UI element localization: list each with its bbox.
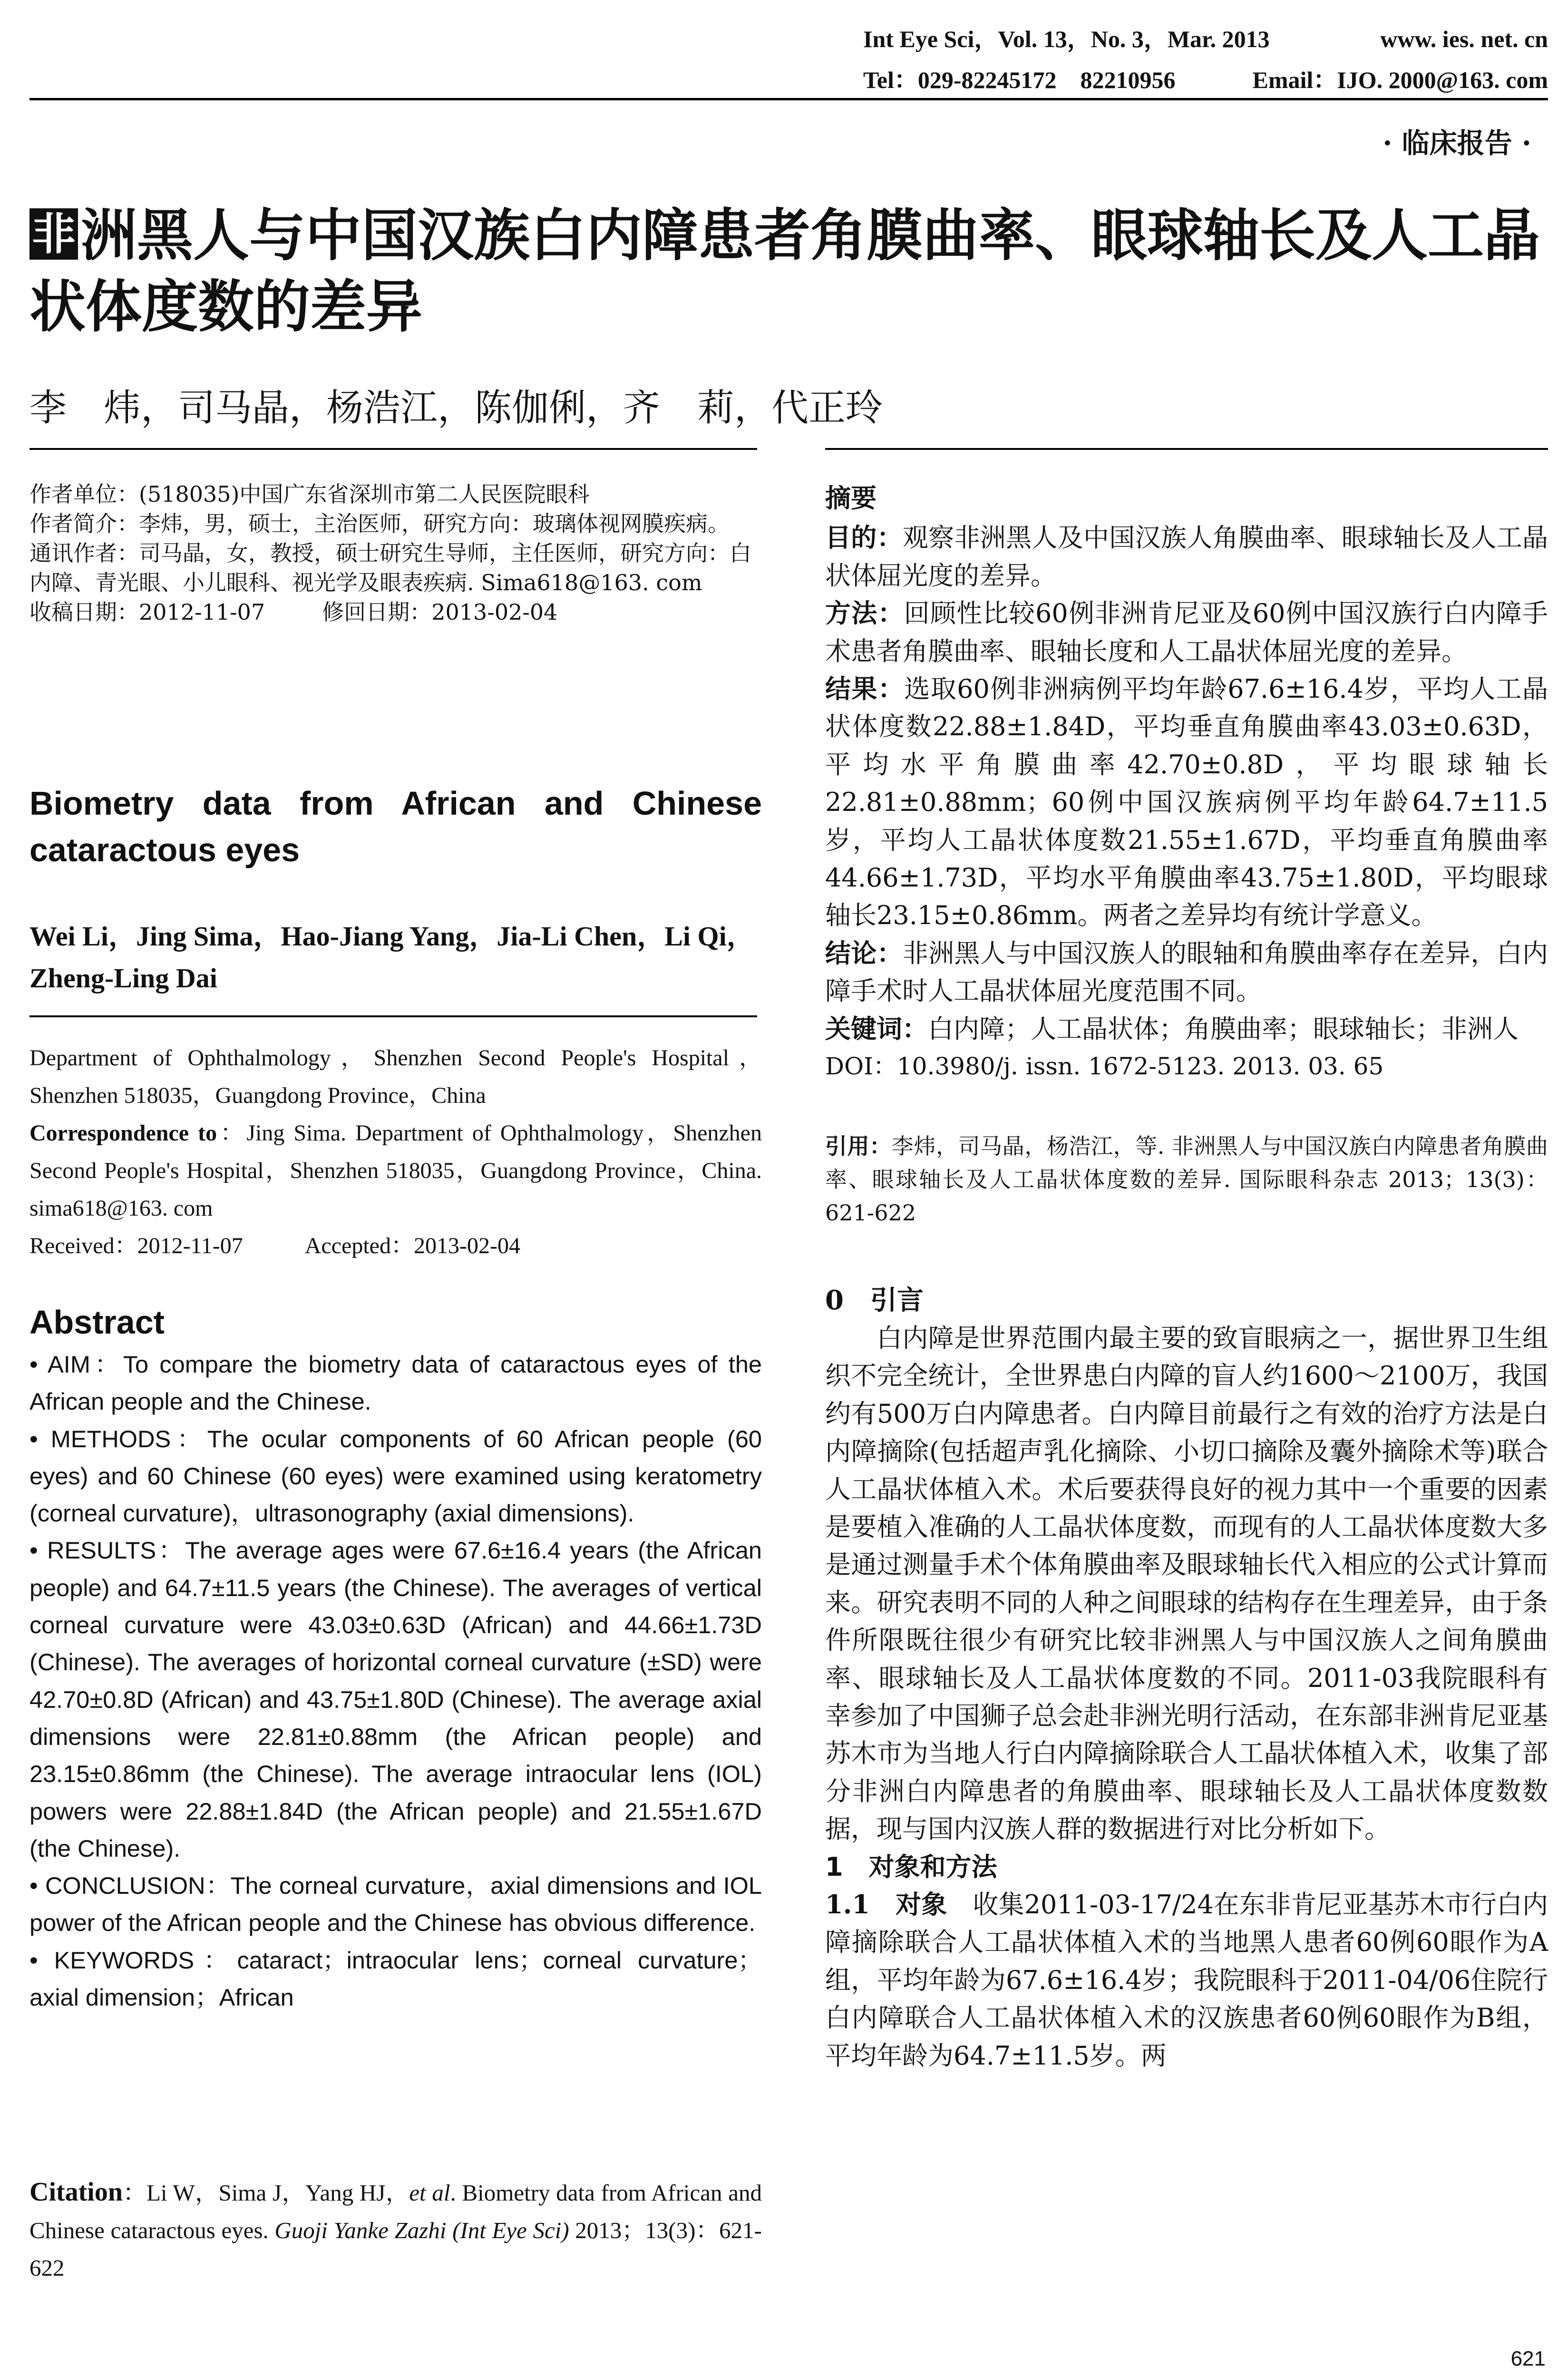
accepted-en: Accepted：2013-02-04 bbox=[304, 1233, 520, 1258]
zh-methods-text: 回顾性比较60例非洲肯尼亚及60例中国汉族行白内障手术患者角膜曲率、眼轴长度和人工晶状体屈光度的差异。 bbox=[825, 598, 1548, 666]
citation-en bbox=[29, 2173, 762, 2287]
abstract-aim: • AIM：To compare the biometry data of cataractous eyes of the African people and the Chinese. bbox=[29, 1351, 762, 1415]
citation-cn bbox=[825, 1130, 1548, 1229]
revised-date: 修回日期：2013-02-04 bbox=[322, 599, 558, 625]
citation-journal: Guoji Yanke Zazhi (Int Eye Sci) bbox=[274, 2217, 569, 2243]
methods-text: 收集2011-03-17/24在东非肯尼亚基苏木市行白内障摘除联合人工晶状体植入术的当地黑人患者60例60眼作为A组，平均年龄为67.6±16.4岁；我院眼科于2011-04/06住院行白内障联合人工晶状体植入术的汉族患者60例60眼作为B组，平均年龄为64.7±11.5岁。两 bbox=[825, 1890, 1549, 2071]
citation-etal: et al bbox=[409, 2180, 450, 2206]
zh-methods-label: 方法： bbox=[825, 598, 904, 629]
citation-label: Citation bbox=[29, 2177, 123, 2207]
dates-row bbox=[29, 597, 762, 627]
zh-methods bbox=[825, 594, 1548, 670]
correspondence-en bbox=[29, 1114, 762, 1227]
intro-paragraph: 白内障是世界范围内最主要的致盲眼病之一，据世界卫生组织不完全统计，全世界患白内障的盲人约1600～2100万，我国约有500万白内障患者。白内障目前最行之有效的治疗方法是白内障摘除(包括超声乳化摘除、小切口摘除及囊外摘除术等)联合人工晶状体植入术。术后要获得良好的视力其中一个重要的因素是要植入准确的人工晶状体度数，而现有的人工晶状体度数大多是通过测量手术个体角膜曲率及眼球轴长代入相应的公式计算而来。研究表明不同的人种之间眼球的结构存在生理差异，由于条件所限既往很少有研究比较非洲黑人与中国汉族人之间角膜曲率、眼球轴长及人工晶状体度数的不同。2011-03我院眼科有幸参加了中国狮子总会赴非洲光明行活动，在东部非洲肯尼亚基苏木市为当地人行白内障摘除联合人工晶状体植入术，收集了部分非洲白内障患者的角膜曲率、眼球轴长及人工晶状体度数数据，现与国内汉族人群的数据进行对比分析如下。 bbox=[825, 1323, 1548, 1844]
header-rule bbox=[29, 98, 1548, 100]
affiliation-text: Department of Ophthalmology，Shenzhen Second People's Hospital，Shenzhen 518035，Guangdong Province，China bbox=[29, 1045, 762, 1108]
authors-cn: 李 炜，司马晶，杨浩江，陈伽俐，齐 莉，代正玲 bbox=[29, 387, 883, 429]
methods-sub-label: 1.1 对象 bbox=[825, 1889, 947, 1919]
journal-header-line1 bbox=[863, 25, 1548, 53]
author-bio: 作者简介：李炜，男，硕士，主治医师，研究方向：玻璃体视网膜疾病。 bbox=[29, 511, 730, 536]
abstract-heading: Abstract bbox=[29, 1304, 165, 1341]
article-title-cn bbox=[29, 200, 1542, 342]
citation-text-1: ：Li W，Sima J，Yang HJ， bbox=[123, 2180, 409, 2206]
journal-website: www. ies. net. cn bbox=[1380, 26, 1548, 52]
author-unit: 作者单位：(518035)中国广东省深圳市第二人民医院眼科 bbox=[29, 481, 590, 507]
abstract-body bbox=[29, 1346, 762, 2016]
intro-heading: 0 引言 bbox=[825, 1284, 924, 1316]
citation-cn-text: 李炜，司马晶，杨浩江，等. 非洲黑人与中国汉族白内障患者角膜曲率、眼球轴长及人工晶状体度数的差异. 国际眼科杂志 2013；13(3)：621-622 bbox=[825, 1133, 1549, 1226]
received-date: 收稿日期：2012-11-07 bbox=[29, 599, 265, 625]
journal-email: Email：IJO. 2000@163. com bbox=[1252, 67, 1548, 93]
zh-conclusion-text: 非洲黑人与中国汉族人的眼轴和角膜曲率存在差异，白内障手术时人工晶状体屈光度范围不同。 bbox=[825, 938, 1548, 1006]
article-title-en: Biometry data from African and Chinese cataractous eyes bbox=[29, 785, 762, 868]
english-rule bbox=[29, 1015, 757, 1017]
zh-aim-label: 目的： bbox=[825, 522, 903, 553]
section-label: · 临床报告 · bbox=[1383, 127, 1531, 159]
citation-text-2: . Biometry data from African and Chinese cataractous eyes. bbox=[29, 2180, 762, 2243]
methods-paragraph bbox=[825, 1886, 1548, 2075]
zh-keywords bbox=[825, 1010, 1548, 1048]
abstract-methods: • METHODS：The ocular components of 60 African people (60 eyes) and 60 Chinese (60 eyes) were examined using keratometry (corneal curvature)，ultrasonography (axial dimensions). bbox=[29, 1425, 762, 1527]
citation-text-3: 2013；13(3)：621-622 bbox=[29, 2217, 762, 2281]
corresponding-author: 通讯作者：司马晶，女，教授，硕士研究生导师，主任医师，研究方向：白内障、青光眼、小儿眼科、视光学及眼表疾病. Sima618@163. com bbox=[29, 540, 751, 595]
right-column bbox=[825, 479, 1548, 2075]
page-number: 621 bbox=[1510, 2347, 1546, 2370]
correspondence-label: Correspondence to bbox=[29, 1120, 217, 1146]
citation-cn-label: 引用： bbox=[825, 1133, 892, 1159]
zh-abstract-heading: 摘要 bbox=[825, 483, 877, 513]
received-en: Received：2012-11-07 bbox=[29, 1233, 243, 1258]
journal-citation: Int Eye Sci，Vol. 13，No. 3，Mar. 2013 bbox=[863, 26, 1270, 52]
dates-row-en bbox=[29, 1227, 762, 1265]
journal-tel: Tel：029-82245172 82210956 bbox=[863, 67, 1176, 93]
abstract-results: • RESULTS：The average ages were 67.6±16.4 years (the African people) and 64.7±11.5 years (the Chinese). The averages of vertical corneal curvature were 43.03±0.63D (African) and 44.66±1.73D (Chinese). The averages of horizontal corneal curvature (±SD) were 42.70±0.8D (African) and 43.75±1.80D (Chinese). The average axial dimensions were 22.81±0.88mm (the African people) and 23.15±0.86mm (the Chinese). The average intraocular lens (IOL) powers were 22.88±1.84D (the African people) and 21.55±1.67D (the Chinese). bbox=[29, 1537, 762, 1862]
zh-aim-text: 观察非洲黑人及中国汉族人角膜曲率、眼球轴长及人工晶状体屈光度的差异。 bbox=[825, 523, 1548, 591]
zh-conclusion bbox=[825, 935, 1548, 1010]
zh-results bbox=[825, 670, 1548, 935]
zh-results-text: 选取60例非洲病例平均年龄67.6±16.4岁，平均人工晶状体度数22.88±1.84D，平均垂直角膜曲率43.03±0.63D，平均水平角膜曲率42.70±0.8D，平均眼球轴长22.81±0.88mm；60例中国汉族病例平均年龄64.7±11.5岁，平均人工晶状体度数21.55±1.67D，平均垂直角膜曲率44.66±1.73D，平均水平角膜曲率43.75±1.80D，平均眼球轴长23.15±0.86mm。两者之差异均有统计学意义。 bbox=[825, 674, 1548, 931]
meta-rule-left bbox=[29, 448, 757, 450]
zh-keywords-text: 白内障；人工晶状体；角膜曲率；眼球轴长；非洲人 bbox=[928, 1013, 1519, 1044]
zh-conclusion-label: 结论： bbox=[825, 937, 903, 968]
correspondence-text: ：Jing Sima. Department of Ophthalmology，Shenzhen Second People's Hospital，Shenzhen 518035，Guangdong Province，China. sima618@163. com bbox=[29, 1120, 762, 1221]
author-info bbox=[29, 479, 762, 627]
authors-en: Wei Li，Jing Sima，Hao-Jiang Yang，Jia-Li Chen，Li Qi，Zheng-Ling Dai bbox=[29, 921, 754, 994]
zh-keywords-label: 关键词： bbox=[825, 1013, 928, 1044]
journal-header-line2 bbox=[863, 66, 1548, 94]
title-rest: 洲黑人与中国汉族白内障患者角膜曲率、眼球轴长及人工晶状体度数的差异 bbox=[29, 202, 1540, 340]
methods-heading: 1 对象和方法 bbox=[825, 1851, 997, 1882]
abstract-conclusion: • CONCLUSION：The corneal curvature，axial dimensions and IOL power of the African people and the Chinese has obvious difference. bbox=[29, 1872, 762, 1937]
title-first-char-box: 非 bbox=[29, 208, 78, 260]
abstract-keywords: • KEYWORDS：cataract；intraocular lens；corneal curvature；axial dimension；African bbox=[29, 1946, 762, 2011]
meta-rule-right bbox=[825, 448, 1548, 450]
doi: DOI：10.3980/j. issn. 1672-5123. 2013. 03. 65 bbox=[825, 1052, 1384, 1081]
affiliation-en bbox=[29, 1039, 762, 1265]
zh-aim bbox=[825, 519, 1548, 594]
zh-results-label: 结果： bbox=[825, 673, 905, 704]
